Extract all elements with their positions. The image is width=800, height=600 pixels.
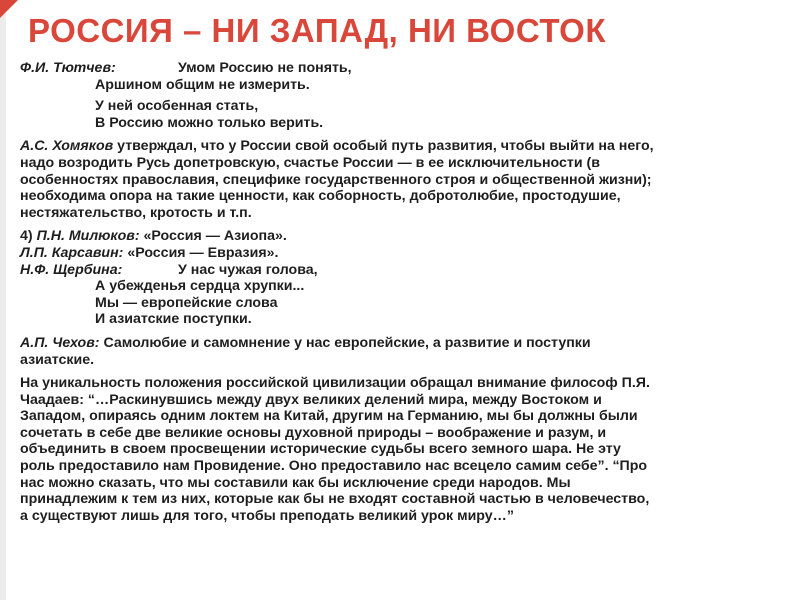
quote-text: «Россия — Азиопа». <box>139 228 287 245</box>
paragraph-line: объединить в своем просвещении исторические судьбы всего земного шара. Не эту <box>20 441 621 458</box>
quote-text: «Россия — Евразия». <box>123 244 279 261</box>
milyukov-author: П.Н. Милюков: <box>36 228 140 245</box>
poem-line: А убежденья сердца хрупки... <box>95 278 305 295</box>
chekhov-line-1 <box>20 335 792 352</box>
karsavin-line <box>20 245 792 262</box>
paragraph-text: утверждал, что у России свой особый путь развития, чтобы выйти на него, <box>113 138 654 155</box>
paragraph-line: Западом, опираясь одним локтем на Китай, другим на Германию, мы бы должны были <box>20 408 638 425</box>
slide-content <box>20 60 792 524</box>
paragraph-line: сочетать в себе две великие основы духовной природы – воображение и разум, и <box>20 424 607 441</box>
tyutchev-author: Ф.И. Тютчев: <box>20 60 116 76</box>
list-number: 4) <box>20 228 37 245</box>
khomyakov-line-1 <box>20 138 792 155</box>
paragraph-line: нас можно сказать, что мы составили как бы исключение среди народов. Мы <box>20 474 571 491</box>
paragraph-line: а существуют лишь для того, чтобы преподать великий урок миру…” <box>20 507 514 524</box>
paragraph-line: необходима опора на такие ценности, как соборность, доброто​любие, простодушие, <box>20 188 621 205</box>
slide-title: РОССИЯ – НИ ЗАПАД, НИ ВОСТОК <box>28 12 606 49</box>
paragraph-line: особенностях православия, специфике государственного строя и общественной жизни); <box>20 171 652 188</box>
poem-line: Мы — европейские слова <box>95 294 278 311</box>
paragraph-line: роль предоставило нам Провидение. Оно предоставило нас всецело самим себе”. “Про <box>20 458 648 475</box>
poem-line: У ней особенная стать, <box>95 98 259 115</box>
paragraph-line: надо возродить Русь допетровскую, счастье России — в ее исключительности (в <box>20 154 600 171</box>
paragraph-text: Самолюбие и самомнение у нас европейские, а развитие и поступки <box>99 334 591 351</box>
slide-sidebar-strip <box>0 0 6 600</box>
karsavin-author: Л.П. Карсавин: <box>20 244 124 261</box>
khomyakov-author: А.С. Хомяков <box>20 138 114 155</box>
poem-line: У нас чужая голова, <box>178 261 318 278</box>
shcherbina-author: Н.Ф. Щербина: <box>20 261 123 278</box>
milyukov-line <box>20 228 792 245</box>
poem-line: И азиатские поступки. <box>95 311 252 328</box>
shcherbina-line-1 <box>20 262 792 279</box>
paragraph-line: азиатские. <box>20 351 95 368</box>
poem-line: В Россию можно только верить. <box>95 114 324 131</box>
paragraph-line: Чаадаев: “…Раскинувшись между двух великих делений мира, между Востоком и <box>20 391 602 408</box>
paragraph-line: принадлежим к тем из них, которые как бы не входят составной частью в человечество, <box>20 491 650 508</box>
paragraph-line: На уникальность положения российской цивилизации обращал внимание философ П.Я. <box>20 375 650 392</box>
chekhov-author: А.П. Чехов: <box>20 334 100 351</box>
paragraph-line: нестяжательство, кротость и т.п. <box>20 204 252 221</box>
corner-accent-triangle <box>0 0 18 18</box>
poem-line: Умом Россию не понять, <box>178 60 352 76</box>
poem-line: Аршином общим не измерить. <box>95 76 310 93</box>
tyutchev-line-1 <box>20 60 792 77</box>
